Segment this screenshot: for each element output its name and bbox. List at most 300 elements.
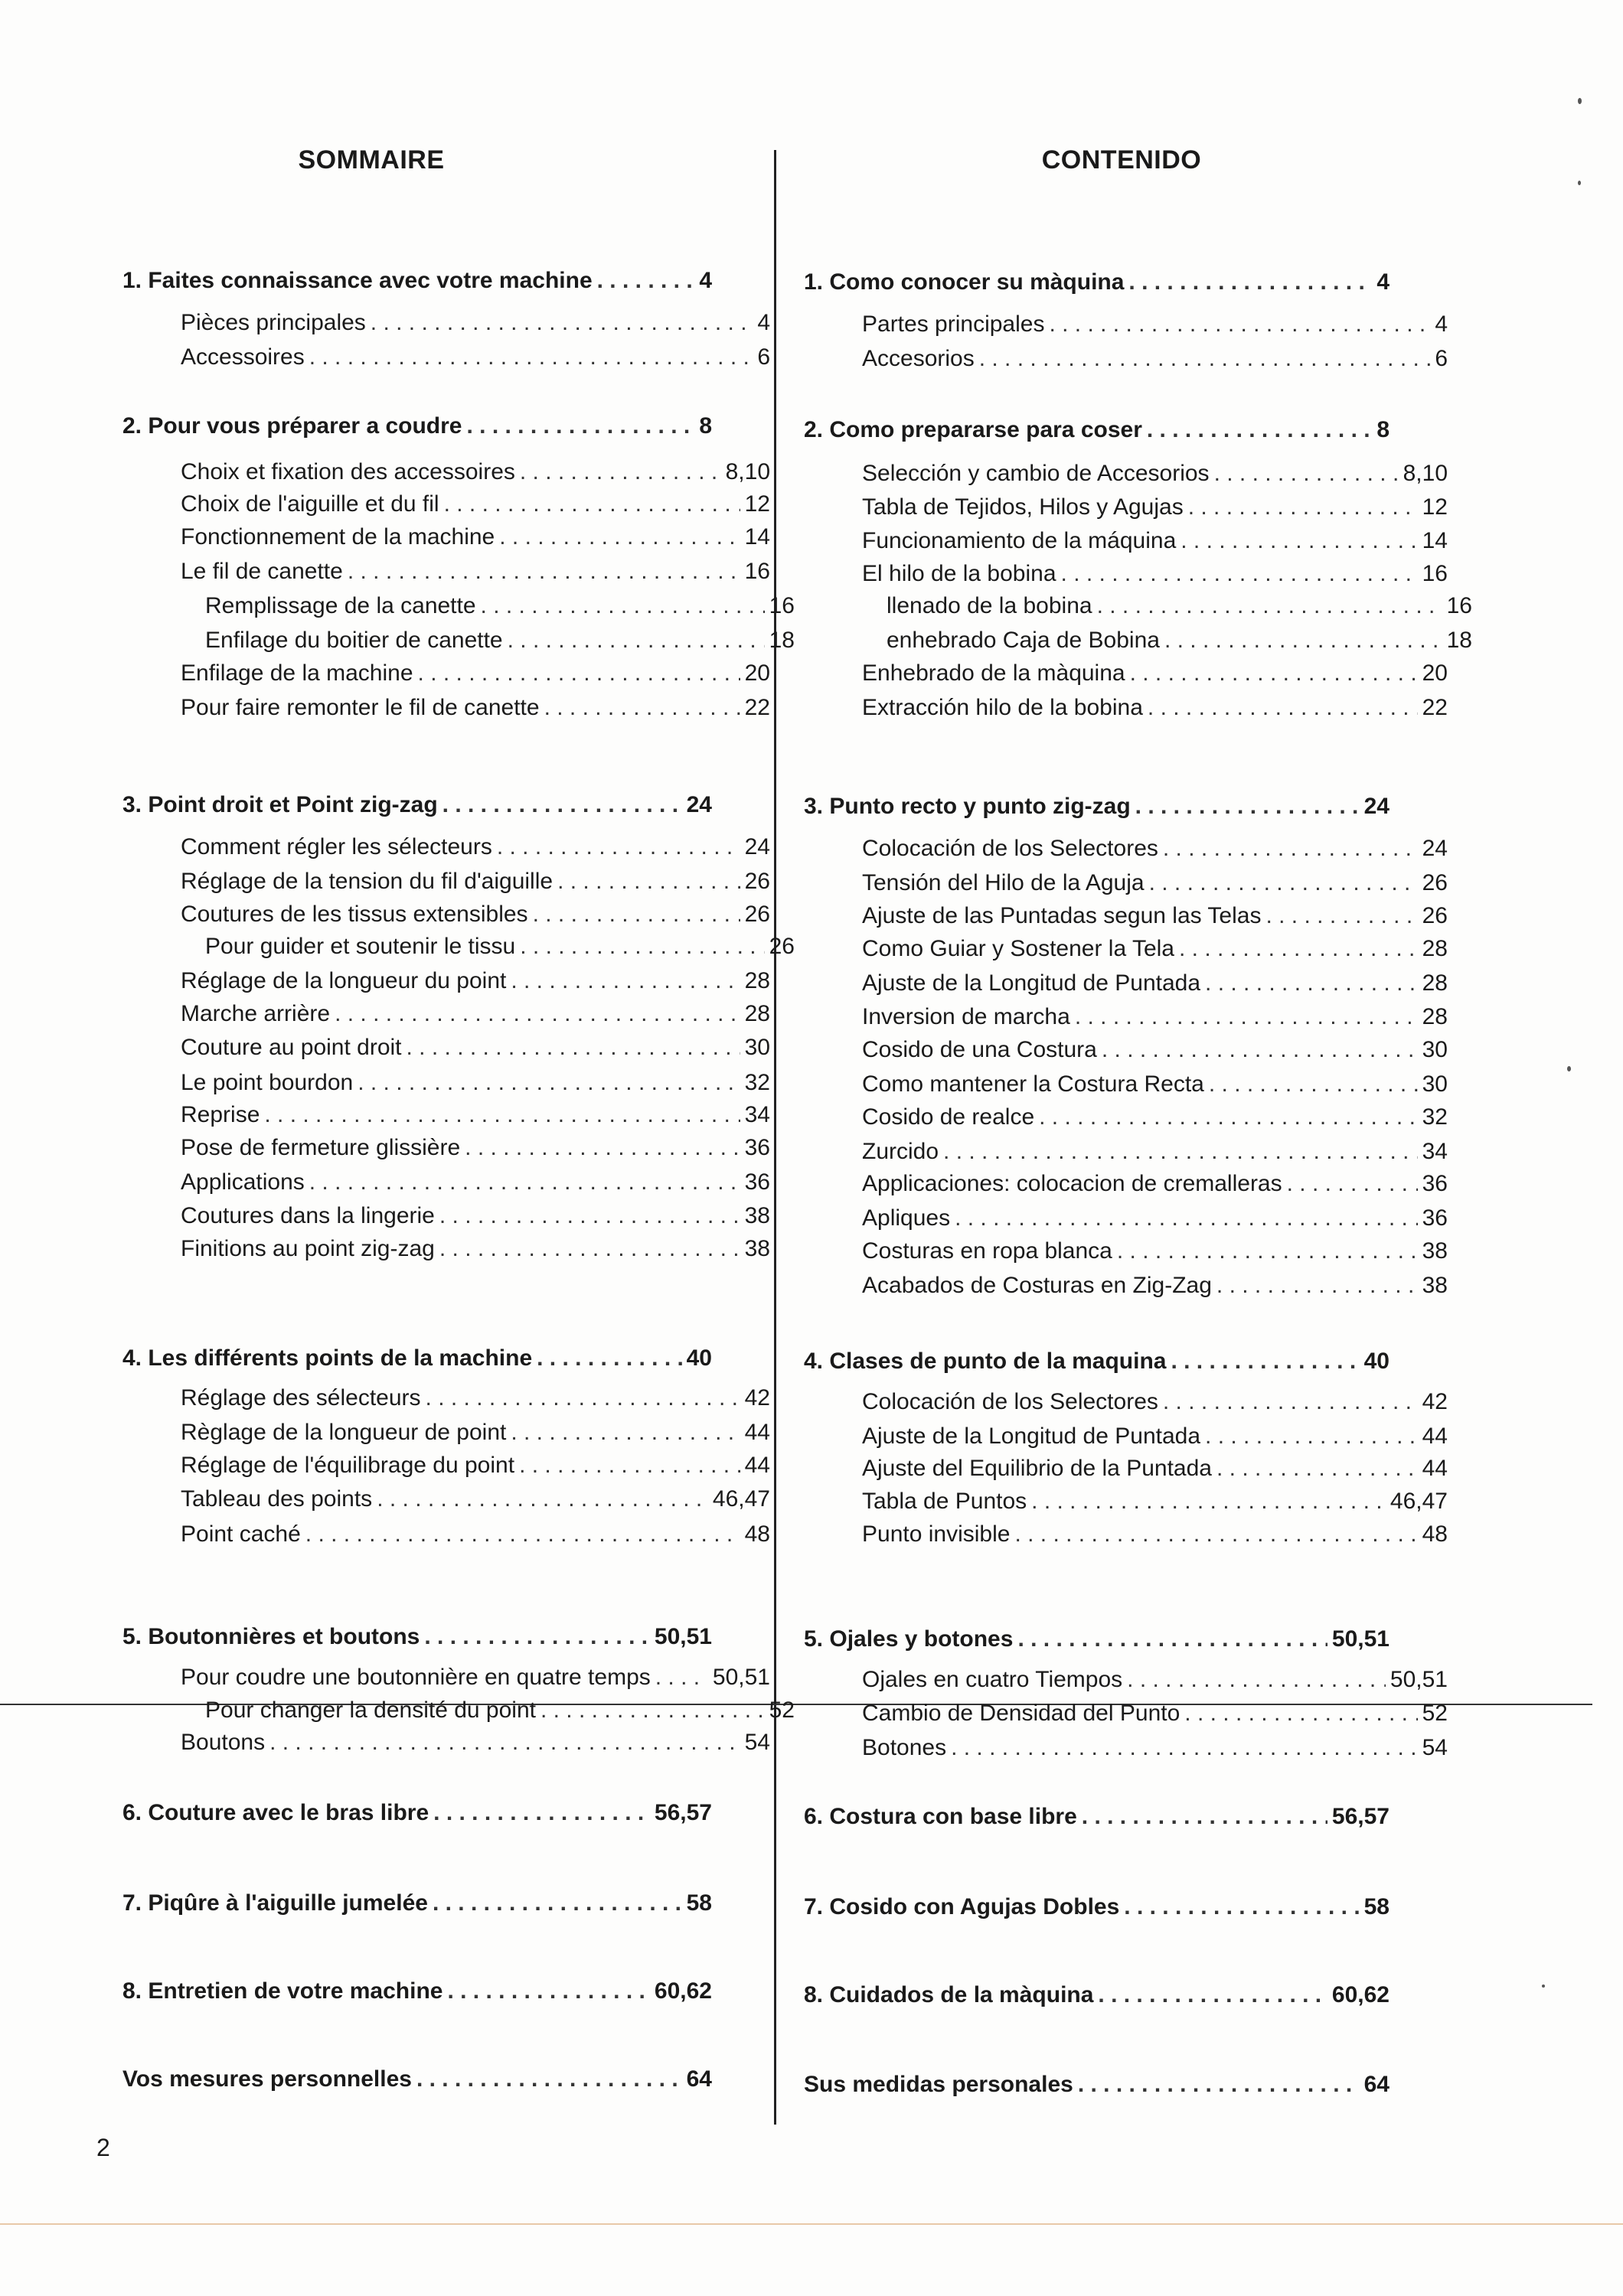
es-entry-title: llenado de la bobina (887, 593, 1092, 618)
fr-leader-dots (444, 491, 740, 517)
fr-toc-entry (122, 260, 712, 294)
es-toc-entry (818, 653, 1448, 687)
es-entry-page: 36 (1422, 1171, 1448, 1196)
es-leader-dots (1147, 417, 1372, 443)
fr-toc-entry (136, 551, 770, 585)
es-entry-page: 40 (1363, 1349, 1390, 1374)
fr-toc-entry (136, 1228, 770, 1262)
fr-entry-title: Remplissage de la canette (205, 593, 476, 618)
es-entry-title: Partes principales (862, 311, 1045, 337)
es-leader-dots (1128, 269, 1372, 295)
es-toc-entry (818, 1097, 1448, 1130)
es-toc-entry (818, 304, 1448, 338)
es-entry-title: Colocación de los Selectores (862, 1389, 1158, 1414)
es-toc-entry (804, 1887, 1390, 1920)
fr-entry-title: Pour guider et soutenir le tissu (205, 934, 516, 959)
es-entry-title: Punto invisible (862, 1521, 1011, 1547)
fr-leader-dots (508, 628, 765, 654)
fr-leader-dots (309, 344, 753, 370)
fr-entry-title: 1. Faites connaissance avec votre machine (122, 268, 593, 293)
es-entry-page: 14 (1422, 528, 1448, 553)
fr-leader-dots (264, 1102, 740, 1128)
es-entry-title: enhebrado Caja de Bobina (887, 628, 1160, 653)
fr-leader-dots (537, 1345, 681, 1371)
es-entry-title: Sus medidas personales (804, 2072, 1073, 2097)
es-entry-page: 16 (1422, 561, 1448, 586)
es-toc-entry (818, 1693, 1448, 1727)
es-entry-page: 56,57 (1331, 1804, 1390, 1829)
fr-entry-title: Réglage des sélecteurs (181, 1385, 421, 1411)
contenido-heading: CONTENIDO (1041, 145, 1202, 174)
es-entry-title: Accesorios (862, 346, 975, 371)
es-leader-dots (1135, 794, 1360, 820)
es-toc-entry (804, 1341, 1390, 1375)
es-leader-dots (1117, 1238, 1418, 1264)
fr-toc-entry (122, 1616, 712, 1650)
fr-toc-entry (136, 861, 770, 895)
fr-leader-dots (540, 1698, 765, 1724)
fr-leader-dots (442, 792, 682, 818)
fr-entry-page: 42 (744, 1385, 770, 1411)
fr-leader-dots (424, 1624, 650, 1650)
es-entry-title: Zurcido (862, 1139, 939, 1164)
fr-toc-entry (136, 620, 795, 654)
es-toc-entry (818, 520, 1448, 554)
fr-toc-entry (136, 1027, 770, 1061)
es-toc-entry (818, 1514, 1448, 1548)
fr-leader-dots (335, 1001, 740, 1027)
fr-toc-entry (136, 1690, 795, 1724)
es-entry-title: Funcionamiento de la máquina (862, 528, 1177, 553)
es-entry-title: Acabados de Costuras en Zig-Zag (862, 1273, 1212, 1298)
fr-leader-dots (371, 310, 753, 336)
fr-entry-page: 24 (744, 834, 770, 859)
es-leader-dots (1179, 936, 1418, 962)
es-leader-dots (1287, 1171, 1418, 1197)
es-entry-title: 8. Cuidados de la màquina (804, 1982, 1094, 2007)
es-toc-entry (818, 1481, 1448, 1515)
es-leader-dots (1082, 1804, 1327, 1830)
es-toc-entry (818, 1727, 1448, 1761)
es-entry-title: Cosido de realce (862, 1104, 1035, 1130)
fr-toc-entry (136, 302, 770, 336)
es-toc-entry (818, 1265, 1448, 1299)
fr-entry-page: 14 (744, 524, 770, 550)
fr-toc-entry (122, 1792, 712, 1826)
es-entry-title: El hilo de la bobina (862, 561, 1056, 586)
es-entry-title: Selección y cambio de Accesorios (862, 461, 1210, 486)
fr-toc-entry (136, 1062, 770, 1096)
scan-speck (1578, 98, 1582, 104)
es-entry-title: Tabla de Tejidos, Hilos y Agujas (862, 494, 1184, 520)
fr-leader-dots (557, 869, 740, 895)
es-entry-title: Ajuste de la Longitud de Puntada (862, 1424, 1201, 1449)
fr-leader-dots (269, 1730, 740, 1756)
es-entry-title: 7. Cosido con Agujas Dobles (804, 1894, 1120, 1919)
es-entry-page: 34 (1422, 1139, 1448, 1164)
es-leader-dots (1098, 1982, 1327, 2008)
es-leader-dots (1205, 970, 1418, 996)
es-entry-title: Tabla de Puntos (862, 1489, 1027, 1514)
fr-entry-page: 24 (686, 792, 712, 817)
es-entry-page: 24 (1363, 794, 1390, 819)
fr-entry-page: 26 (744, 869, 770, 894)
fr-leader-dots (309, 1169, 740, 1195)
es-toc-entry (818, 1416, 1448, 1450)
es-leader-dots (1164, 628, 1442, 654)
es-toc-entry (818, 487, 1448, 520)
es-leader-dots (1148, 695, 1418, 721)
es-entry-page: 64 (1363, 2072, 1390, 2097)
es-entry-title: 1. Como conocer su màquina (804, 269, 1125, 295)
es-entry-page: 28 (1422, 936, 1448, 961)
fr-entry-title: Reprise (181, 1102, 260, 1127)
fr-toc-entry (136, 1162, 770, 1195)
es-toc-entry (818, 1198, 1448, 1231)
es-leader-dots (1039, 1104, 1417, 1130)
fr-entry-title: Point caché (181, 1521, 301, 1547)
fr-entry-title: Coutures de les tissus extensibles (181, 902, 528, 927)
es-leader-dots (1216, 1456, 1418, 1482)
fr-entry-page: 28 (744, 1001, 770, 1026)
es-leader-dots (1209, 1071, 1418, 1097)
es-leader-dots (1102, 1037, 1418, 1063)
fr-toc-entry (136, 337, 770, 370)
fr-entry-page: 36 (744, 1135, 770, 1160)
fr-entry-page: 26 (744, 902, 770, 927)
fr-entry-title: 3. Point droit et Point zig-zag (122, 792, 438, 817)
es-entry-page: 30 (1422, 1037, 1448, 1062)
fr-leader-dots (544, 695, 740, 721)
fr-entry-title: 8. Entretien de votre machine (122, 1978, 443, 2004)
fr-entry-page: 44 (744, 1420, 770, 1445)
es-entry-page: 50,51 (1390, 1667, 1448, 1692)
es-leader-dots (1049, 311, 1430, 338)
es-entry-page: 16 (1446, 593, 1472, 618)
es-entry-page: 48 (1422, 1521, 1448, 1547)
es-entry-page: 18 (1446, 628, 1472, 653)
es-entry-page: 20 (1422, 660, 1448, 686)
es-toc-entry (818, 687, 1448, 721)
fr-toc-entry (136, 452, 770, 485)
fr-entry-page: 48 (744, 1521, 770, 1547)
fr-entry-title: Choix et fixation des accessoires (181, 459, 515, 484)
es-entry-title: Applicaciones: colocacion de cremalleras (862, 1171, 1282, 1196)
fr-leader-dots (305, 1521, 740, 1548)
es-toc-entry (818, 963, 1448, 996)
es-entry-page: 24 (1422, 836, 1448, 861)
es-entry-title: 5. Ojales y botones (804, 1626, 1014, 1652)
fr-entry-page: 26 (769, 934, 795, 959)
es-toc-entry (818, 1659, 1448, 1693)
fr-entry-title: Choix de l'aiguille et du fil (181, 491, 439, 517)
es-toc-entry (804, 2064, 1390, 2098)
fr-toc-entry (136, 827, 770, 860)
es-entry-page: 26 (1422, 870, 1448, 895)
fr-entry-title: Enfilage de la machine (181, 660, 413, 686)
fr-leader-dots (416, 2066, 682, 2092)
es-entry-page: 58 (1363, 1894, 1390, 1919)
fr-leader-dots (447, 1978, 649, 2004)
fr-leader-dots (418, 660, 740, 687)
fr-leader-dots (597, 268, 695, 294)
es-entry-title: Apliques (862, 1205, 951, 1231)
es-entry-title: 2. Como prepararse para coser (804, 417, 1142, 442)
fr-entry-title: Réglage de l'équilibrage du point (181, 1453, 515, 1478)
fr-leader-dots (358, 1070, 740, 1096)
es-leader-dots (1171, 1349, 1359, 1375)
es-entry-page: 54 (1422, 1735, 1448, 1760)
scan-speck (1542, 1985, 1545, 1988)
es-entry-title: 4. Clases de punto de la maquina (804, 1349, 1167, 1374)
fr-entry-page: 4 (699, 268, 712, 293)
es-entry-page: 22 (1422, 695, 1448, 720)
fr-entry-page: 64 (686, 2066, 712, 2092)
fr-entry-title: Réglage de la longueur du point (181, 968, 507, 993)
es-entry-page: 32 (1422, 1104, 1448, 1130)
fr-toc-entry (136, 926, 795, 960)
fr-toc-entry (136, 1094, 770, 1128)
fr-entry-title: Réglage de la tension du fil d'aiguille (181, 869, 554, 894)
fr-leader-dots (433, 1890, 682, 1916)
es-entry-title: Ajuste de la Longitud de Puntada (862, 970, 1201, 996)
es-toc-entry (818, 1448, 1448, 1482)
es-entry-page: 36 (1422, 1205, 1448, 1231)
es-entry-title: Ajuste del Equilibrio de la Puntada (862, 1456, 1212, 1481)
es-leader-dots (1130, 660, 1418, 687)
fr-toc-entry (136, 993, 770, 1027)
fr-entry-title: Règlage de la longueur de point (181, 1420, 507, 1445)
center-divider (774, 150, 776, 2125)
es-entry-title: 3. Punto recto y punto zig-zag (804, 794, 1131, 819)
scan-speck (1578, 181, 1581, 185)
fr-toc-entry (136, 1722, 770, 1756)
es-toc-entry (818, 1163, 1448, 1197)
fr-toc-entry (136, 960, 770, 994)
fr-entry-page: 4 (757, 310, 770, 335)
scan-speck (1567, 1066, 1571, 1071)
fr-leader-dots (497, 834, 740, 860)
fr-entry-title: Boutons (181, 1730, 266, 1755)
es-entry-title: Costuras en ropa blanca (862, 1238, 1112, 1264)
es-toc-entry (818, 828, 1448, 862)
fr-entry-title: Applications (181, 1169, 305, 1195)
fr-toc-entry (136, 1657, 770, 1691)
fr-entry-title: 6. Couture avec le bras libre (122, 1800, 429, 1825)
fr-entry-title: Marche arrière (181, 1001, 331, 1026)
sommaire-heading: SOMMAIRE (298, 145, 445, 174)
es-leader-dots (1188, 494, 1418, 520)
es-entry-title: Colocación de los Selectores (862, 836, 1158, 861)
es-toc-entry (818, 453, 1448, 487)
es-entry-title: Botones (862, 1735, 947, 1760)
fr-entry-page: 44 (744, 1453, 770, 1478)
es-entry-title: Como Guiar y Sostener la Tela (862, 936, 1174, 961)
es-toc-entry (818, 338, 1448, 372)
es-leader-dots (943, 1139, 1418, 1165)
fr-entry-title: Finitions au point zig-zag (181, 1236, 435, 1261)
fr-toc-entry (136, 687, 770, 721)
fr-entry-title: Le point bourdon (181, 1070, 354, 1095)
es-toc-entry (818, 996, 1448, 1030)
fr-toc-entry (136, 1445, 770, 1479)
fr-toc-entry (136, 1127, 770, 1161)
fr-toc-entry (136, 484, 770, 517)
fr-entry-page: 36 (744, 1169, 770, 1195)
fr-entry-page: 16 (769, 593, 795, 618)
fr-entry-title: Accessoires (181, 344, 305, 370)
es-entry-page: 38 (1422, 1238, 1448, 1264)
es-toc-entry (804, 1796, 1390, 1830)
fr-leader-dots (520, 934, 764, 960)
es-entry-page: 38 (1422, 1273, 1448, 1298)
es-entry-page: 50,51 (1331, 1626, 1390, 1652)
es-leader-dots (1149, 870, 1418, 896)
page-edge-line (0, 2223, 1623, 2225)
es-leader-dots (1075, 1004, 1418, 1030)
fr-entry-title: Pour faire remonter le fil de canette (181, 695, 540, 720)
fr-toc-entry (122, 406, 712, 439)
fr-entry-page: 56,57 (654, 1800, 712, 1825)
fr-leader-dots (433, 1800, 650, 1826)
es-toc-entry (818, 585, 1472, 619)
fr-entry-title: Comment régler les sélecteurs (181, 834, 492, 859)
fr-toc-entry (136, 1195, 770, 1229)
fr-entry-page: 16 (744, 559, 770, 584)
es-entry-title: Inversion de marcha (862, 1004, 1070, 1029)
es-entry-page: 44 (1422, 1424, 1448, 1449)
page-number: 2 (96, 2134, 110, 2161)
es-leader-dots (1127, 1667, 1386, 1693)
es-toc-entry (818, 1029, 1448, 1063)
fr-entry-title: Tableau des points (181, 1486, 373, 1512)
fr-entry-title: 5. Boutonnières et boutons (122, 1624, 420, 1649)
es-entry-page: 6 (1435, 346, 1448, 371)
fr-entry-title: Fonctionnement de la machine (181, 524, 495, 550)
fr-entry-page: 30 (744, 1035, 770, 1060)
es-leader-dots (1061, 561, 1418, 587)
fr-entry-title: Enfilage du boitier de canette (205, 628, 503, 653)
es-leader-dots (951, 1735, 1418, 1761)
es-entry-page: 26 (1422, 903, 1448, 928)
es-entry-page: 12 (1422, 494, 1448, 520)
fr-toc-entry (136, 1378, 770, 1411)
es-leader-dots (1163, 1389, 1418, 1415)
es-toc-entry (818, 620, 1472, 654)
fr-entry-page: 38 (744, 1203, 770, 1228)
es-entry-page: 4 (1435, 311, 1448, 337)
es-entry-page: 60,62 (1331, 1982, 1390, 2007)
fr-leader-dots (439, 1203, 740, 1229)
fr-entry-page: 32 (744, 1070, 770, 1095)
fr-leader-dots (407, 1035, 740, 1061)
fr-entry-title: Pièces principales (181, 310, 366, 335)
fr-leader-dots (348, 559, 740, 585)
fr-toc-entry (122, 2059, 712, 2092)
es-toc-entry (818, 1231, 1448, 1264)
es-leader-dots (1214, 461, 1399, 487)
es-entry-page: 30 (1422, 1071, 1448, 1097)
es-entry-page: 52 (1422, 1701, 1448, 1726)
fr-entry-page: 12 (744, 491, 770, 517)
fr-leader-dots (466, 413, 694, 439)
fr-entry-page: 46,47 (712, 1486, 770, 1512)
es-toc-entry (818, 553, 1448, 587)
fr-entry-title: Pose de fermeture glissière (181, 1135, 461, 1160)
fr-toc-entry (122, 784, 712, 818)
fr-entry-title: 7. Piqûre à l'aiguille jumelée (122, 1890, 428, 1916)
es-leader-dots (979, 346, 1431, 372)
es-toc-entry (818, 1381, 1448, 1415)
fr-entry-page: 34 (744, 1102, 770, 1127)
es-entry-title: Ajuste de las Puntadas segun las Telas (862, 903, 1262, 928)
fr-leader-dots (533, 902, 740, 928)
es-toc-entry (804, 262, 1390, 295)
es-toc-entry (804, 1975, 1390, 2008)
fr-leader-dots (519, 1453, 740, 1479)
es-toc-entry (818, 928, 1448, 962)
es-leader-dots (1205, 1424, 1418, 1450)
fr-toc-entry (136, 653, 770, 687)
fr-leader-dots (465, 1135, 740, 1161)
fr-leader-dots (499, 524, 740, 550)
es-entry-title: Enhebrado de la màquina (862, 660, 1125, 686)
es-entry-title: Extracción hilo de la bobina (862, 695, 1143, 720)
fr-entry-title: Pour coudre une boutonnière en quatre temps (181, 1665, 651, 1690)
fr-entry-page: 60,62 (654, 1978, 712, 2004)
es-leader-dots (955, 1205, 1418, 1231)
fr-entry-page: 28 (744, 968, 770, 993)
es-toc-entry (818, 1064, 1448, 1097)
fr-entry-page: 18 (769, 628, 795, 653)
es-entry-page: 8,10 (1403, 461, 1448, 486)
es-entry-title: 6. Costura con base libre (804, 1804, 1077, 1829)
fr-entry-title: Le fil de canette (181, 559, 343, 584)
fr-toc-entry (136, 1479, 770, 1512)
fr-leader-dots (655, 1665, 708, 1691)
es-leader-dots (1184, 1701, 1417, 1727)
es-toc-entry (818, 863, 1448, 896)
es-entry-page: 46,47 (1390, 1489, 1448, 1514)
fr-toc-entry (136, 1412, 770, 1446)
es-toc-entry (818, 1131, 1448, 1165)
fr-entry-page: 6 (757, 344, 770, 370)
fr-entry-page: 20 (744, 660, 770, 686)
es-toc-entry (804, 786, 1390, 820)
es-entry-page: 42 (1422, 1389, 1448, 1414)
fr-leader-dots (520, 459, 721, 485)
fr-entry-page: 40 (686, 1345, 712, 1371)
fr-toc-entry (122, 1971, 712, 2004)
es-entry-page: 28 (1422, 970, 1448, 996)
fr-entry-title: Vos mesures personnelles (122, 2066, 412, 2092)
es-entry-page: 8 (1376, 417, 1390, 442)
es-entry-title: Como mantener la Costura Recta (862, 1071, 1204, 1097)
es-leader-dots (1014, 1521, 1417, 1548)
fr-toc-entry (136, 517, 770, 550)
es-entry-page: 44 (1422, 1456, 1448, 1481)
es-toc-entry (804, 409, 1390, 443)
es-leader-dots (1031, 1489, 1386, 1515)
fr-toc-entry (136, 894, 770, 928)
es-entry-title: Cosido de una Costura (862, 1037, 1097, 1062)
fr-entry-page: 58 (686, 1890, 712, 1916)
fr-entry-page: 52 (769, 1698, 795, 1723)
es-leader-dots (1097, 593, 1442, 619)
fr-entry-page: 54 (744, 1730, 770, 1755)
es-entry-title: Tensión del Hilo de la Aguja (862, 870, 1145, 895)
es-entry-page: 4 (1376, 269, 1390, 295)
